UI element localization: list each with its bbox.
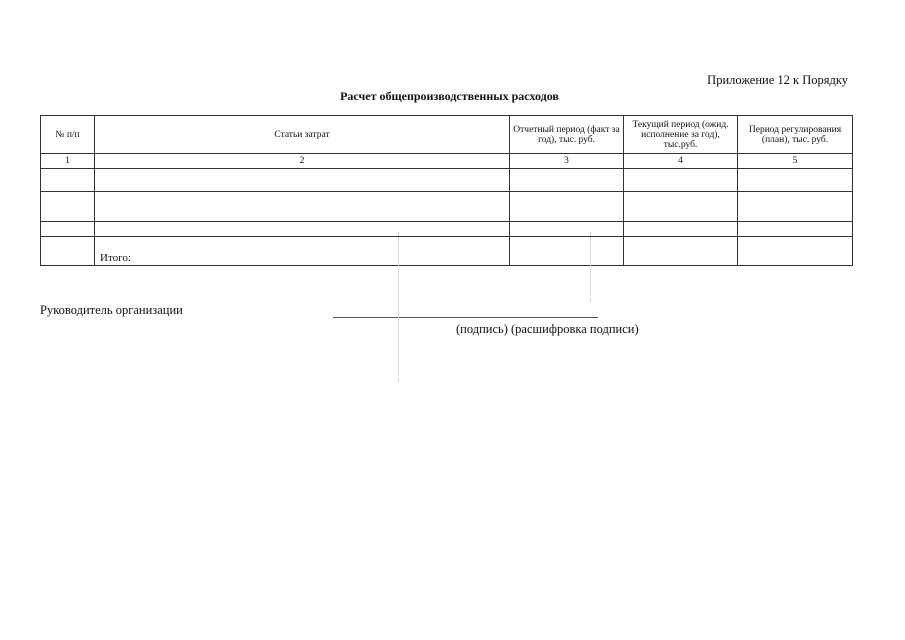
signature-caption: (подпись) (расшифровка подписи) [456, 322, 639, 336]
table-cell [95, 192, 510, 222]
table-cell [510, 237, 624, 266]
table-cell [624, 237, 738, 266]
table-cell [510, 222, 624, 237]
table-cell [510, 192, 624, 222]
header-regulation-period: Период регулирования (план), тыс. руб. [738, 116, 853, 154]
header-reporting-period: Отчетный период (факт за год), тыс. руб. [510, 116, 624, 154]
scan-artifact-line [398, 232, 399, 382]
scan-artifact-line [590, 232, 591, 302]
column-number: 5 [738, 154, 853, 169]
table-row [41, 192, 853, 222]
signer-label: Руководитель организации [40, 303, 183, 317]
document-title: Расчет общепроизводственных расходов [340, 89, 559, 103]
signature-line [333, 317, 598, 318]
column-number: 4 [624, 154, 738, 169]
header-row-number: № п/п [41, 116, 95, 154]
table-cell [738, 237, 853, 266]
total-label: Итого: [95, 237, 510, 266]
table-cell [95, 222, 510, 237]
table-cell [41, 237, 95, 266]
table-row [41, 222, 853, 237]
table-header-row [41, 116, 853, 154]
table-cell [738, 192, 853, 222]
column-number-row [41, 154, 853, 169]
overhead-costs-table [40, 115, 853, 266]
appendix-reference: Приложение 12 к Порядку [707, 73, 848, 87]
table-cell [738, 169, 853, 192]
column-number: 1 [41, 154, 95, 169]
header-cost-items: Статьи затрат [95, 116, 510, 154]
table-cell [95, 169, 510, 192]
table-cell [510, 169, 624, 192]
table-cell [624, 222, 738, 237]
column-number: 2 [95, 154, 510, 169]
table-row [41, 169, 853, 192]
table-cell [624, 169, 738, 192]
table-cell [624, 192, 738, 222]
total-row [41, 237, 853, 266]
table-cell [41, 169, 95, 192]
table-cell [41, 192, 95, 222]
column-number: 3 [510, 154, 624, 169]
table-cell [41, 222, 95, 237]
header-current-period: Текущий период (ожид. исполнение за год), тыс.руб. [624, 116, 738, 154]
table-cell [738, 222, 853, 237]
